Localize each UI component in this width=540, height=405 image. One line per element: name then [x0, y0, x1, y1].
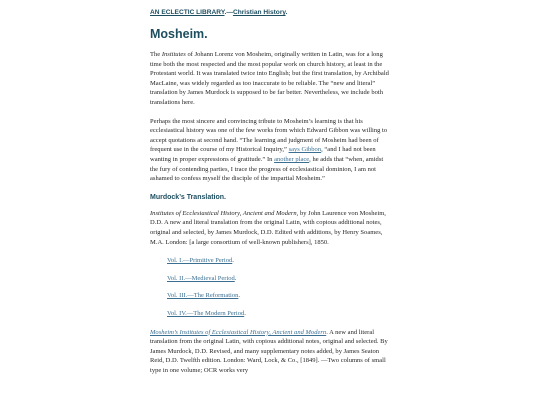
murdock-heading: Murdock’s Translation.: [150, 193, 226, 201]
intro-text: of Johann Lorenz von Mosheim, originally written in Latin, was for a long time both the most respected and the most popular work on church history, at least in the Protestant world. It was translated twice into English; but the first translation, by Archibald MacLaine, was widely regarded as too inaccurate to be reliable. The “new and literal” translation by James Murdock is supposed to be far better. Nevertheless, we include both translations here.: [150, 51, 389, 106]
breadcrumb: [150, 8, 391, 17]
reid-edition-description: [150, 328, 391, 376]
murdock-book-title: Institutes of Ecclesiastical History, Ancient and Modern,: [150, 209, 299, 217]
intro-text: , he adds that “when, amidst the fury of contending parties, I trace the progress of ecclesiastical dominion, I am not ashamed to confess myself the disciple of the impartial Mosheim.”: [150, 155, 384, 183]
volume-list: [150, 256, 391, 319]
reid-edition-title: Mosheim’s Institutes of Ecclesiastical History, Ancient and Modern: [150, 328, 327, 336]
another-place-link[interactable]: another place: [274, 155, 310, 163]
page-title: Mosheim.: [150, 27, 208, 41]
intro-text: Perhaps the most sincere and convincing tribute to Mosheim’s learning is that his ecclesiastical history was one of the few works from which Edward Gibbon was willing to accept quotations at second hand. “The learning and judgment of Mosheim had been of frequent use in the course of my Historical Inquiry,”: [150, 117, 388, 154]
volume-period: .: [244, 310, 246, 318]
list-item: [167, 256, 391, 266]
breadcrumb-end: .: [285, 9, 288, 16]
intro-text: The: [150, 51, 162, 58]
volume-2-link[interactable]: Vol. II.—Medieval Period: [167, 274, 235, 282]
volume-4-link[interactable]: Vol. IV.—The Modern Period: [167, 310, 245, 318]
murdock-description: [150, 209, 391, 247]
reid-edition-text: . A new and literal translation from the original Latin, with copious additional notes, original and selected. By James Murdock, D.D. Revised, and many supplementary notes added, by James Seaton Reid, D.D. Twelfth edition. London: Ward, Lock, & Co., [1849]. —Two columns of small type in one volume; OCR works very: [150, 328, 388, 375]
list-item: [167, 291, 391, 301]
breadcrumb-separator: .—: [224, 9, 233, 16]
breadcrumb-library-link[interactable]: AN ECLECTIC LIBRARY: [150, 9, 225, 16]
intro-paragraph-2: [150, 117, 391, 184]
list-item: [167, 309, 391, 319]
list-item: [167, 274, 391, 284]
reid-edition-link[interactable]: [150, 329, 326, 336]
volume-3-link[interactable]: Vol. III.—The Reformation: [167, 292, 239, 300]
page-content: [150, 8, 391, 385]
volume-period: .: [232, 257, 234, 265]
volume-1-link[interactable]: Vol. I.—Primitive Period: [167, 257, 233, 265]
volume-period: .: [238, 292, 240, 300]
says-gibbon-link[interactable]: says Gibbon: [288, 146, 322, 154]
breadcrumb-christian-history-link[interactable]: Christian History: [232, 9, 286, 16]
volume-period: .: [234, 274, 237, 282]
intro-paragraph-1: [150, 50, 391, 108]
murdock-description-text: by John Laurence von Mosheim, D.D. A new and literal translation from the original Latin, with copious additional notes, original and selected, by James Murdock, D.D. Edited with additions, by Henry Soames, M.A. London: [a large consortium of well-known publishers], 1850.: [150, 209, 386, 246]
institutes-title: Institutes: [161, 51, 186, 58]
intro-text: , “and I had not been wanting in proper expressions of gratitude.” In: [150, 146, 376, 163]
